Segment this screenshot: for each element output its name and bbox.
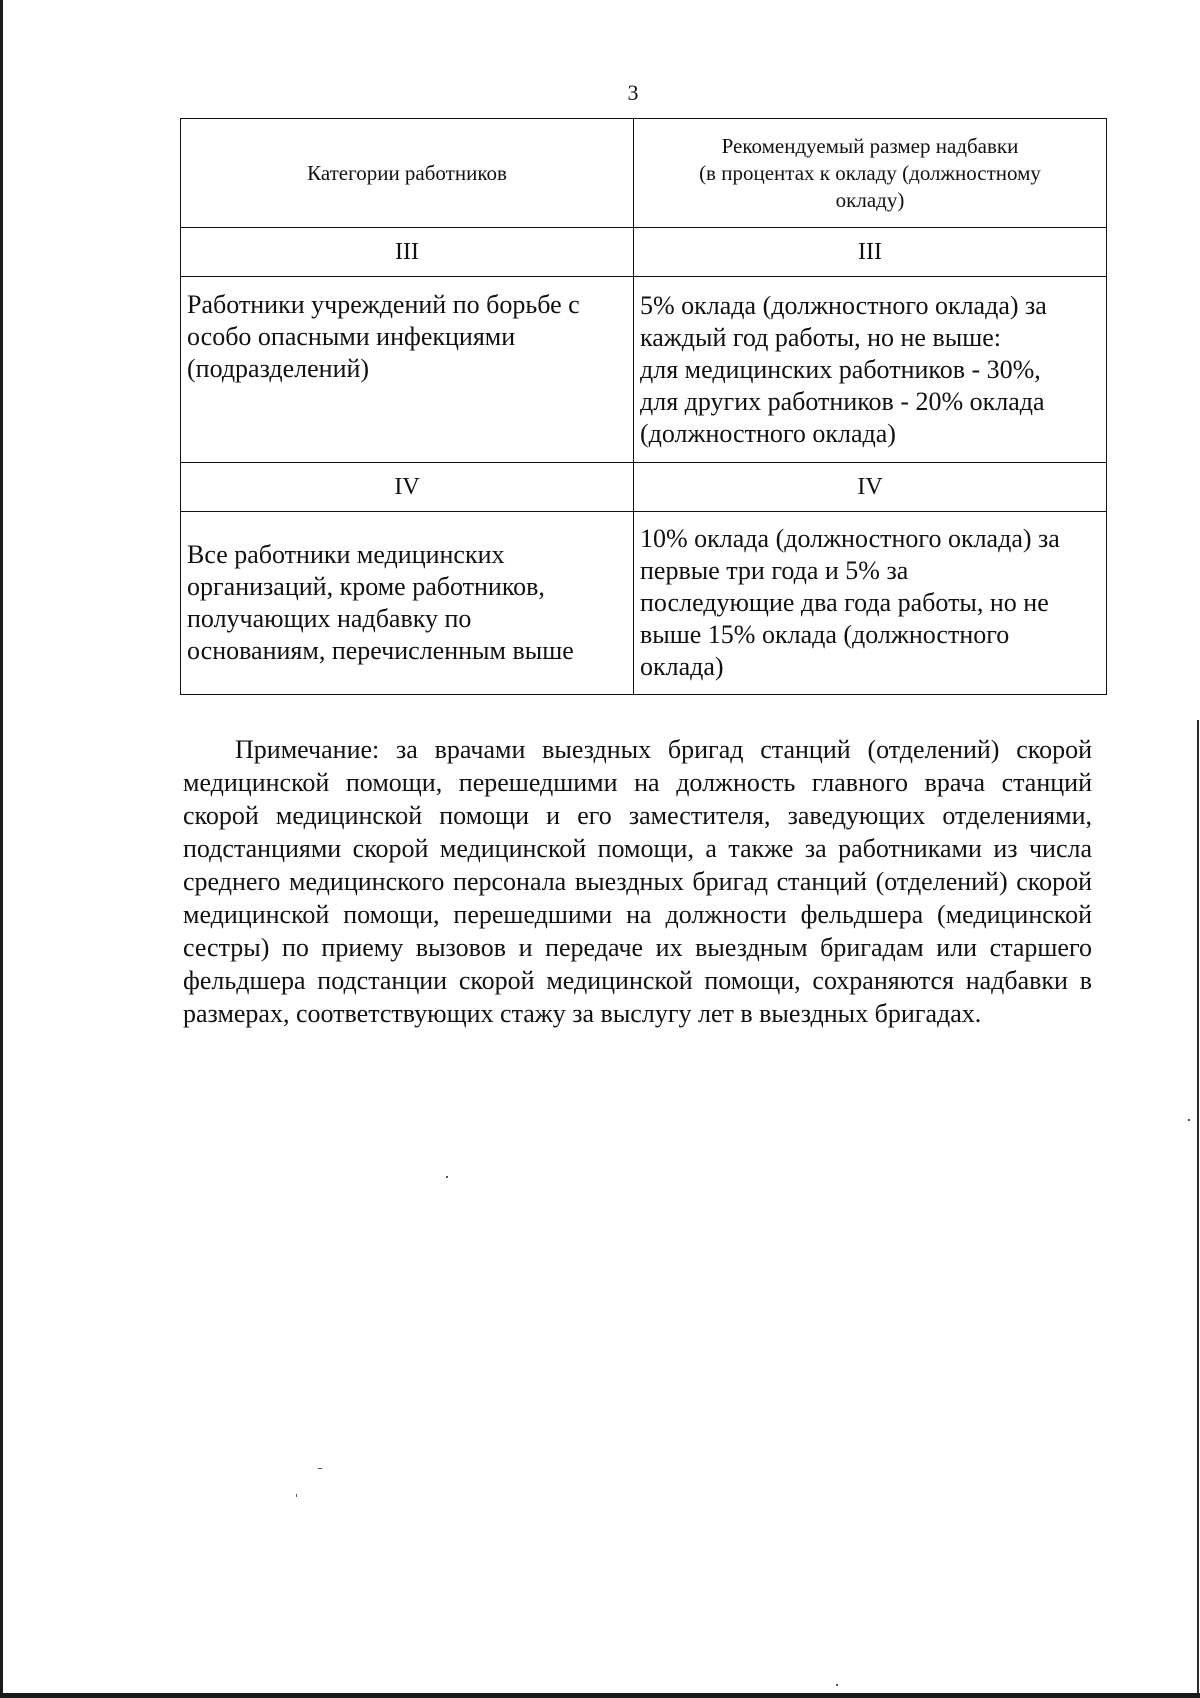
header-categories-text: Категории работников bbox=[307, 160, 507, 185]
category-cell bbox=[181, 512, 634, 695]
note-paragraph: Примечание: за врачами выездных бригад станций (отделений) скорой медицинской помощи, перешедшими на должность главного врача станций скорой медицинской помощи и его заместителя, заведующих отделениями, подстанциями скорой медицинской помощи, а также за работниками из числа среднего медицинского персонала выездных бригад станций (отделений) скорой медицинской помощи, перешедшими на должности фельдшера (медицинской сестры) по приему вызовов и передаче их выездным бригадам или старшего фельдшера подстанции скорой медицинской помощи, сохраняются надбавки в размерах, соответствующих стажу за выслугу лет в выездных бригадах. bbox=[183, 735, 1092, 1028]
header-categories bbox=[181, 119, 634, 228]
table-header-row bbox=[181, 119, 1107, 228]
header-allowance-text: Рекомендуемый размер надбавки (в процентах к окладу (должностному окладу) bbox=[699, 133, 1041, 212]
allowance-text: 10% оклада (должностного оклада) за первые три года и 5% за последующие два года работы, но не выше 15% оклада (должностного оклада) bbox=[640, 524, 1060, 681]
scan-speck bbox=[1188, 1119, 1190, 1121]
allowance-table bbox=[180, 118, 1107, 695]
table-row bbox=[181, 277, 1107, 463]
scan-edge-left bbox=[0, 0, 3, 1698]
category-text: Работники учреждений по борьбе с особо опасными инфекциями (подразделений) bbox=[187, 290, 580, 383]
scan-speck bbox=[446, 1176, 448, 1178]
section-row bbox=[181, 463, 1107, 512]
section-row bbox=[181, 228, 1107, 277]
section-label-right: IV bbox=[634, 463, 1107, 512]
scan-edge-right bbox=[1197, 720, 1199, 1698]
allowance-cell bbox=[634, 512, 1107, 695]
category-text: Все работники медицинских организаций, кроме работников, получающих надбавку по основаниям, перечисленным выше bbox=[187, 540, 574, 665]
category-cell bbox=[181, 277, 634, 463]
section-label-left: III bbox=[181, 228, 634, 277]
section-label-left: IV bbox=[181, 463, 634, 512]
scan-speck bbox=[318, 1468, 322, 1469]
header-allowance bbox=[634, 119, 1107, 228]
scan-speck bbox=[836, 1684, 838, 1686]
allowance-cell bbox=[634, 277, 1107, 463]
table-row bbox=[181, 512, 1107, 695]
scan-speck bbox=[296, 1494, 297, 1497]
allowance-text: 5% оклада (должностного оклада) за каждый год работы, но не выше: для медицинских работников - 30%, для других работников - 20% оклада (должностного оклада) bbox=[640, 290, 1047, 448]
page-number: 3 bbox=[627, 80, 639, 105]
scan-edge-bottom bbox=[0, 1693, 1200, 1698]
section-label-right: III bbox=[634, 228, 1107, 277]
